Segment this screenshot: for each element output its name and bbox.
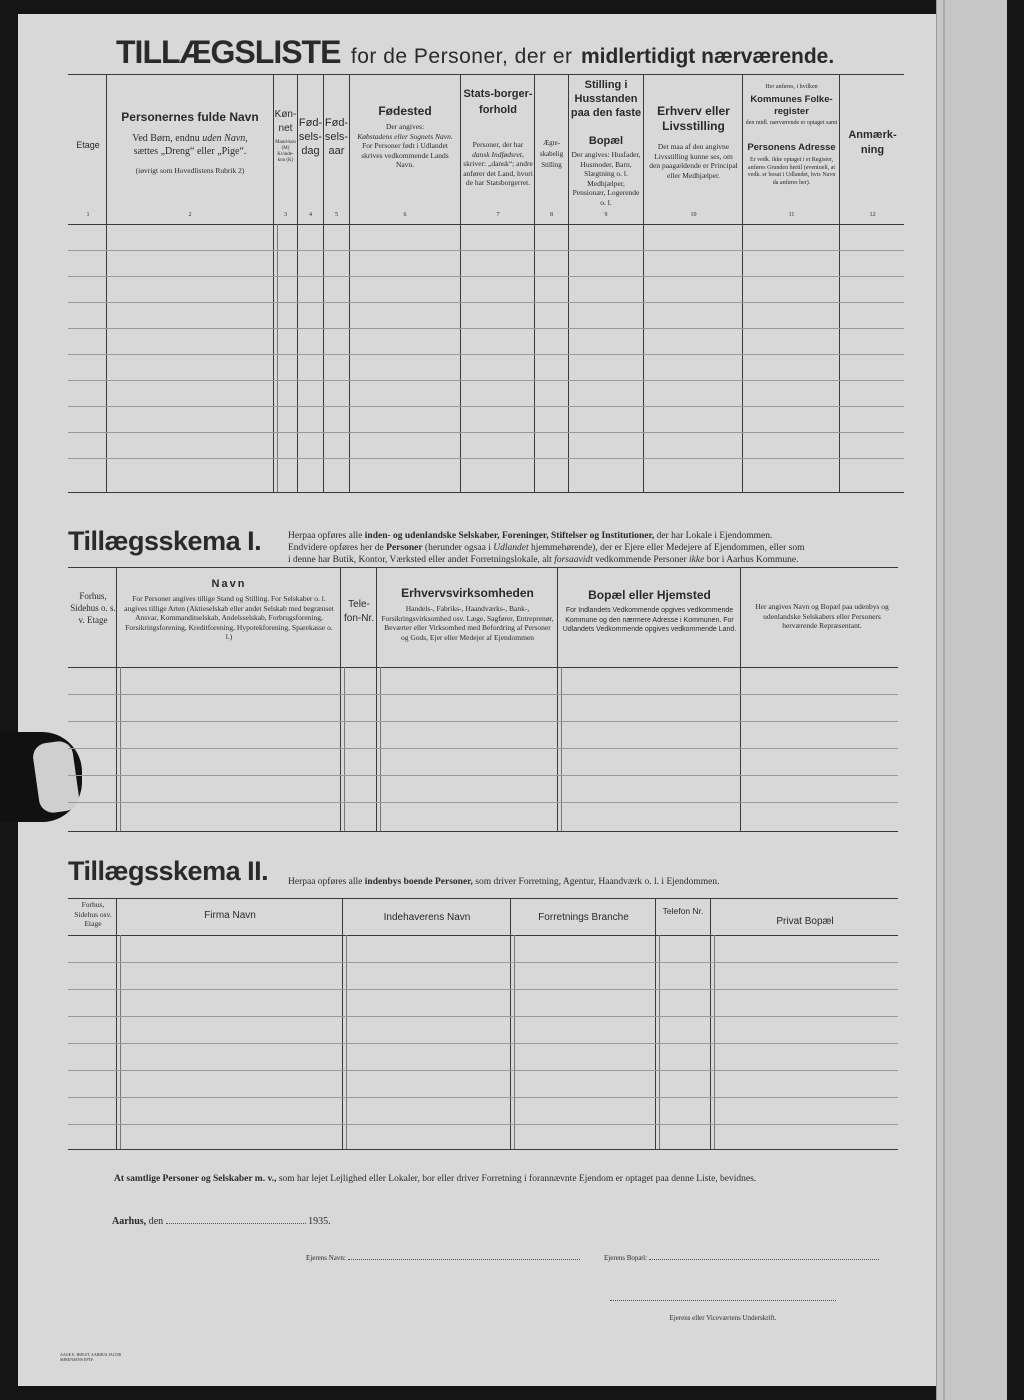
adjacent-page-edge — [936, 0, 1007, 1400]
s1-col-business-note: Handels-, Fabriks-, Haandværks-, Bank-, Forsikringsvirksomhed osv. Læge, Sagfører, Entreprenør, Beværter eller Virksomhed med Befordring af Personer og Gods, Ejer eller Medejer af Ejendommen — [381, 604, 554, 642]
s2-col-branch: Forretnings Branche — [538, 912, 629, 923]
main-title-bold: midlertidigt nærværende. — [580, 45, 835, 68]
col-gender-title: Køn-net — [274, 109, 297, 134]
s1-col-floor: Forhus, Sidehus o. s. v. Etage — [70, 591, 116, 625]
s1-col-name-note: For Personer angives tillige Stand og Stilling. For Selskaber o. l. angives tillige Arten (Aktieselskab eller andet Selskab med begrænset Ansvar, Kommanditselskab, Andelsselskab, Forbrugsforening, Forsikringsforening, Kreditforening, Hypotekforening, Sparekasse o. l.) — [124, 594, 334, 641]
s1-col-name-title: Navn — [211, 578, 247, 590]
main-title-big: TILLÆGSLISTE — [116, 34, 341, 70]
col-household-title: Stilling i Husstanden paa den faste — [570, 79, 642, 119]
col-registry-title: Kommunes Folke-register — [750, 94, 833, 117]
s2-col-floor: Forhus, Sidehus osv. Etage — [74, 900, 112, 928]
s2-col-firm-name: Firma Navn — [204, 910, 256, 921]
col-name-note: Ved Børn, endnu uden Navn, sættes „Dreng“ eller „Pige“. — [132, 133, 248, 157]
col-9-number: 9 — [604, 212, 608, 218]
col-registry-address: Personens Adresse — [747, 142, 836, 153]
printer-imprint: AAGE E. HØLST, AARHUS JACOB SØRENSENS EFTF. — [60, 1352, 122, 1362]
signature-line — [610, 1300, 836, 1301]
schema-1-description: Herpaa opføres alle inden- og udenlandske Selskaber, Foreninger, Stiftelser og Institutioner, der har Lokale i Ejendommen. Endvidere opføres her de Personer (herunder ogsaa i Udlandet hjemmehørende), der er Ejere eller Medejere af Ejendommen, eller som i denne har Butik, Kontor, Værksted eller andet Forretningslokale, alt forsaavidt vedkommende Personer ikke bor i Aarhus Kommune. — [288, 531, 805, 565]
col-2-number: 2 — [188, 212, 192, 218]
main-title — [116, 34, 834, 71]
col-remarks-title: Anmærk-ning — [848, 129, 897, 156]
s1-col-representative: Her angives Navn og Bopæl paa udenbys og udenlandske Selskabers eller Personers herværende Repræsentant. — [755, 602, 889, 630]
col-birthday-title: Fød-sels-dag — [298, 117, 323, 157]
col-10-number: 10 — [690, 212, 697, 218]
s2-col-phone: Telefon Nr. — [662, 906, 704, 916]
col-citizenship-title: Stats-borger-forhold — [463, 88, 533, 116]
main-title-pre: for de Personer, der er — [350, 45, 573, 68]
col-name-ref: (iøvrigt som Hovedlistens Rubrik 2) — [135, 166, 245, 175]
owner-address-line: Ejerens Bopæl: — [604, 1254, 879, 1262]
col-household-note: Der angives: Husfader, Husmoder, Barn, Slægtning o. l. Medhjælper, Pensionær, Logerende o. l. — [571, 150, 641, 207]
signature-caption: Ejerens eller Viceværtens Underskrift. — [669, 1314, 777, 1322]
col-7-number: 7 — [496, 212, 500, 218]
col-3-number: 3 — [284, 212, 287, 218]
col-1-number: 1 — [86, 212, 90, 218]
col-birthplace-title: Fødested — [378, 104, 432, 118]
col-4-number: 4 — [309, 212, 312, 218]
col-8-number: 8 — [550, 212, 553, 218]
binder-clip — [0, 732, 82, 822]
s2-col-owner-name: Indehaverens Navn — [383, 912, 471, 923]
col-etage-title: Etage — [76, 140, 100, 150]
col-name-title: Personernes fulde Navn — [121, 110, 259, 124]
schema-1-title: Tillægsskema I. — [68, 526, 262, 556]
certification-text: At samtlige Personer og Selskaber m. v., som har lejet Lejlighed eller Lokaler, bor eller driver Forretning i forannævnte Ejendom er optaget paa denne Liste, bevidnes. — [114, 1174, 757, 1184]
s2-col-private-address: Privat Bopæl — [776, 916, 834, 927]
col-registry-mid: den midl. nærværende er optaget samt — [745, 120, 838, 126]
col-birthplace-note: Der angives: Købstadens eller Sognets Navn. For Personer født i Udlandet skrives vedkommende Lands Navn. — [357, 122, 453, 169]
s1-col-residence-note: For Indlandets Vedkommende opgives vedkommende Kommune og den nærmere Adresse i Kommunen. For Udlandets Vedkommende opgives vedkommende Land. — [562, 607, 737, 633]
owner-name-line: Ejerens Navn: — [306, 1254, 580, 1262]
col-registry-note: Er vedk. ikke optaget i et Register, anføres Grunden hertil (eventuelt, at vedk. er bosat i Udlandet, hvis Navn da anføres her). — [747, 157, 836, 186]
s1-col-business-title: Erhvervsvirksomheden — [401, 586, 534, 600]
col-6-number: 6 — [403, 212, 407, 218]
col-occupation-note: Det maa af den angivne Livsstilling kunne ses, om den paagældende er Principal eller Medhjælper. — [649, 142, 738, 180]
schema-2-description: Herpaa opføres alle indenbys boende Personer, som driver Forretning, Agentur, Haandværk o. l. i Ejendommen. — [288, 877, 720, 887]
col-occupation-title: Erhverv eller Livsstilling — [657, 104, 730, 133]
col-11-number: 11 — [788, 212, 795, 218]
col-5-number: 5 — [335, 212, 338, 218]
schema-2-title: Tillægsskema II. — [68, 856, 269, 886]
col-birthyear-title: Fød-sels-aar — [324, 117, 349, 157]
s1-col-phone: Tele-fon-Nr. — [343, 599, 374, 624]
col-registry-top: Her anføres, i hvilken — [765, 84, 818, 90]
col-household-residence: Bopæl — [588, 135, 624, 147]
s1-col-residence-title: Bopæl eller Hjemsted — [588, 588, 711, 602]
col-citizenship-note: Personer, der har dansk Indfødsret, skriver: „dansk“; andre anfører det Land, hvori de har Statsborgerret. — [463, 140, 533, 187]
date-line: Aarhus, den 1935. — [112, 1216, 331, 1227]
col-marital-title: Ægte-skabelig Stilling — [539, 139, 564, 169]
col-12-number: 12 — [869, 212, 876, 218]
col-gender-note: Mand-kon (M) Kvinde-kon (K) — [275, 140, 296, 163]
